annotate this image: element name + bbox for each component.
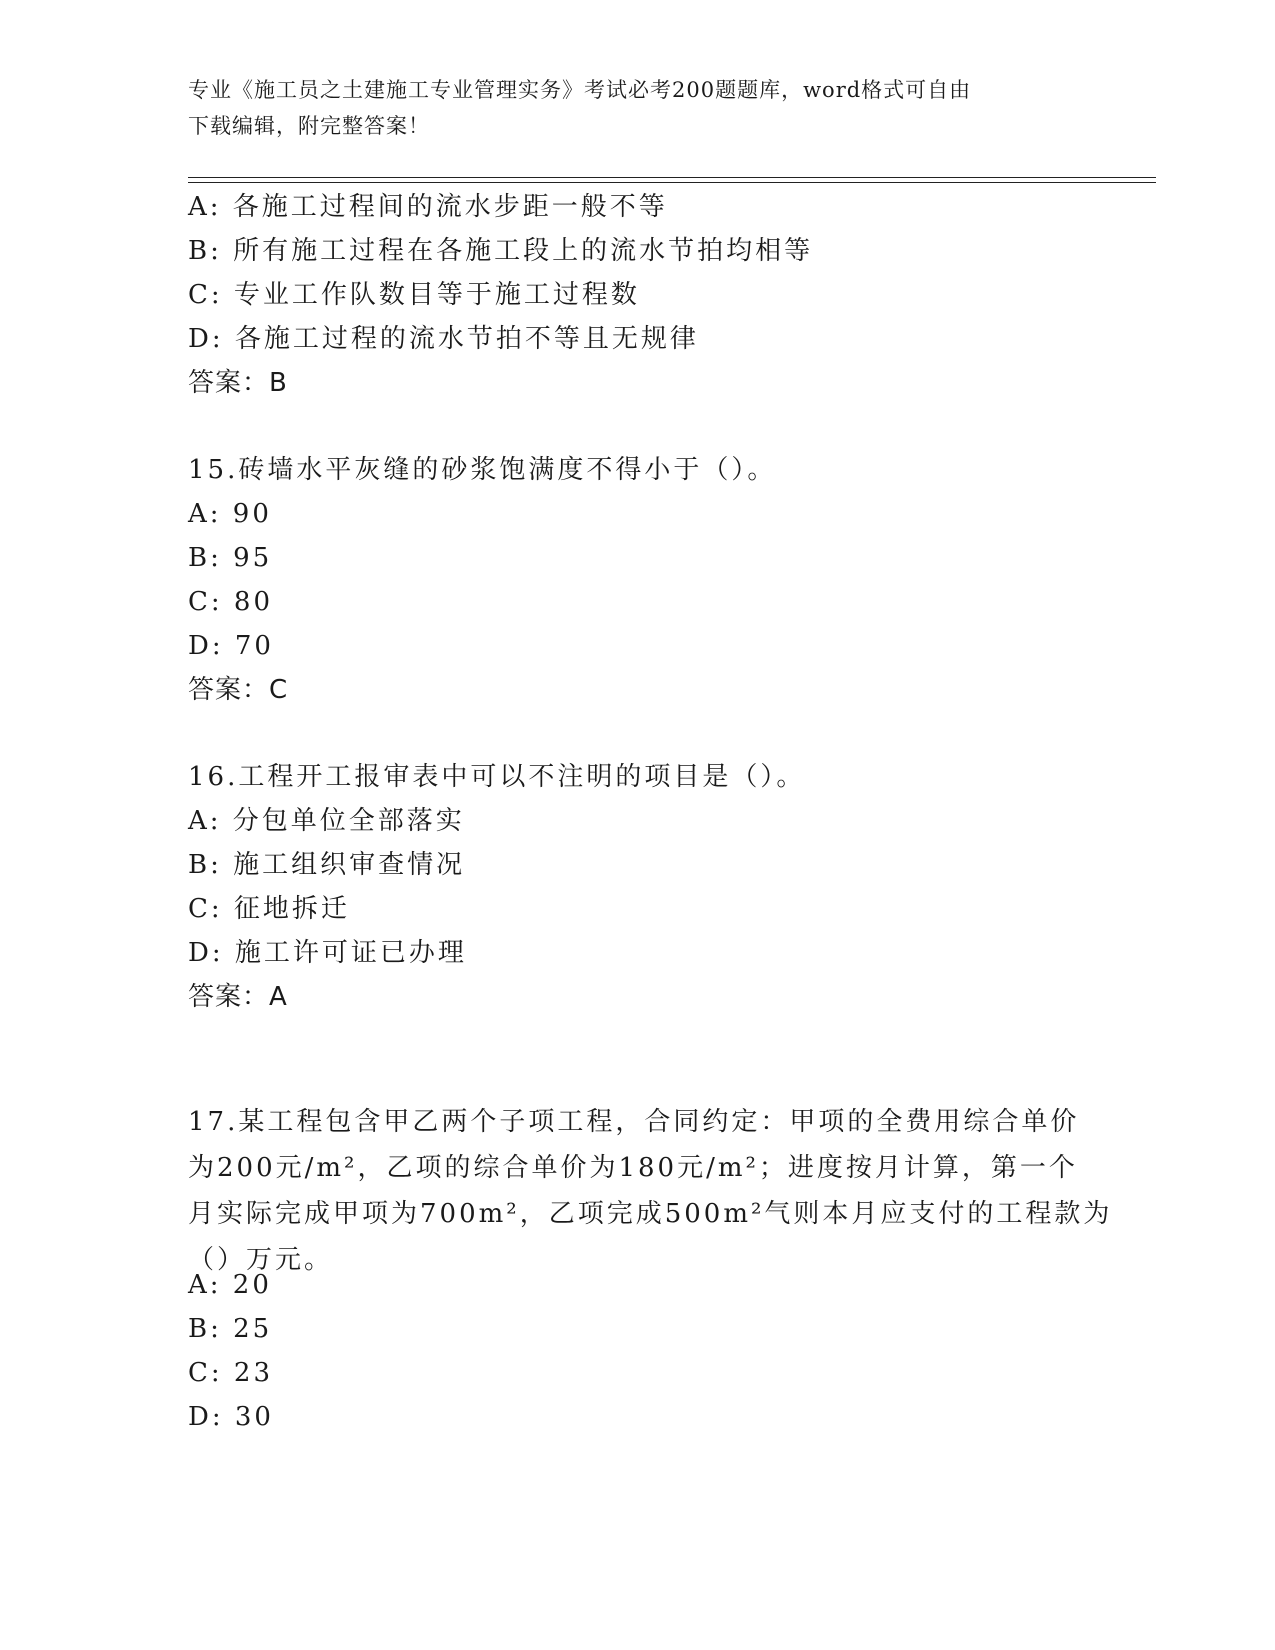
q17-option-a: A: 20 (188, 1270, 272, 1300)
q17-option-b: B: 25 (188, 1314, 273, 1344)
q16-answer: 答案：A (188, 982, 288, 1012)
q15-option-a: A: 90 (188, 499, 272, 529)
header-line-2: 下载编辑，附完整答案！ (188, 114, 430, 138)
header-line-1: 专业《施工员之土建施工专业管理实务》考试必考200题题库，word格式可自由 (188, 78, 972, 102)
q16-option-d: D: 施工许可证已办理 (188, 938, 467, 968)
q17-option-d: D: 30 (188, 1402, 274, 1432)
q16-option-b: B: 施工组织审查情况 (188, 850, 466, 880)
q14-option-a: A: 各施工过程间的流水步距一般不等 (188, 192, 668, 222)
header-divider-bottom (188, 182, 1156, 183)
q17-question-line-1: 17.某工程包含甲乙两个子项工程，合同约定：甲项的全费用综合单价 (188, 1107, 1080, 1137)
q15-option-d: D: 70 (188, 631, 274, 661)
q15-question: 15.砖墙水平灰缝的砂浆饱满度不得小于（）。 (188, 455, 777, 485)
document-header (188, 72, 1068, 144)
q17-question-line-3: 月实际完成甲项为700m²，乙项完成500m²气则本月应支付的工程款为 (188, 1199, 1113, 1229)
q17-question-line-2: 为200元/m²，乙项的综合单价为180元/m²；进度按月计算，第一个 (188, 1153, 1078, 1183)
q17-question (188, 1099, 1113, 1283)
q17-option-c: C: 23 (188, 1358, 274, 1388)
q14-option-c: C: 专业工作队数目等于施工过程数 (188, 280, 640, 310)
q14-answer: 答案：B (188, 368, 288, 398)
q16-option-a: A: 分包单位全部落实 (188, 806, 465, 836)
q15-option-c: C: 80 (188, 587, 274, 617)
q14-option-d: D: 各施工过程的流水节拍不等且无规律 (188, 324, 699, 354)
q16-option-c: C: 征地拆迁 (188, 894, 350, 924)
header-divider-top (188, 177, 1156, 178)
q15-option-b: B: 95 (188, 543, 273, 573)
q14-option-b: B: 所有施工过程在各施工段上的流水节拍均相等 (188, 236, 814, 266)
q17-question-line-4: （）万元。 (188, 1245, 334, 1275)
q15-answer: 答案：C (188, 675, 289, 705)
q16-question: 16.工程开工报审表中可以不注明的项目是（）。 (188, 762, 806, 792)
